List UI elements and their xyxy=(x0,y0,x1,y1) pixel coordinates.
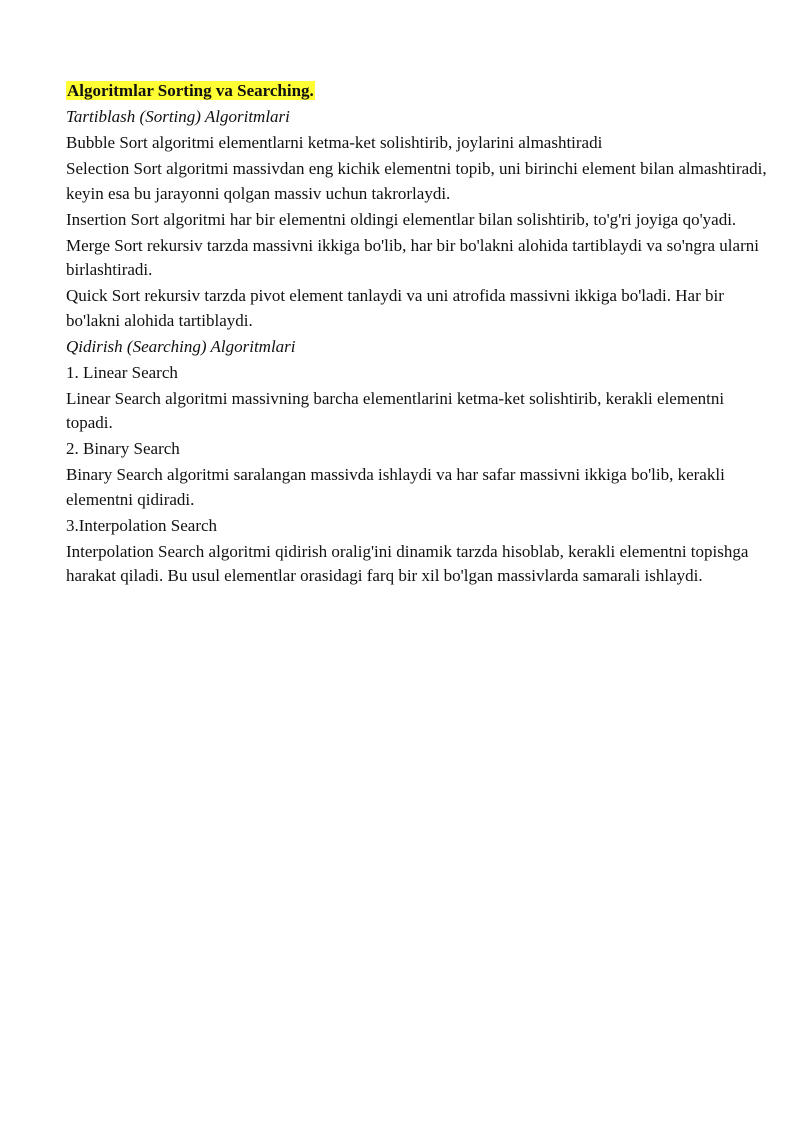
insertion-sort-paragraph: Insertion Sort algoritmi har bir elementni oldingi elementlar bilan solishtirib, to'g'ri joyiga qo'yadi. xyxy=(66,209,737,229)
binary-search-heading: 2. Binary Search xyxy=(66,439,180,458)
interpolation-search-paragraph: Interpolation Search algoritmi qidirish oralig'ini dinamik tarzda hisoblab, kerakli elementni topishga harakat qiladi. Bu usul elementlar orasidagi farq bir xil bo'lgan massivlarda samarali ishlaydi. xyxy=(66,541,749,585)
selection-sort-paragraph: Selection Sort algoritmi massivdan eng kichik elementni topib, uni birinchi element bilan almashtiradi, keyin esa bu jarayonni qolgan massiv uchun takrorlaydi. xyxy=(66,159,767,203)
quick-sort-paragraph: Quick Sort rekursiv tarzda pivot element tanlaydi va uni atrofida massivni ikkiga bo'ladi. Har bir bo'lakni alohida tartiblaydi. xyxy=(66,286,724,330)
document-page xyxy=(66,79,772,590)
document-title-highlight: Algoritmlar Sorting va Searching. xyxy=(67,81,314,100)
bubble-sort-paragraph: Bubble Sort algoritmi elementlarni ketma-ket solishtirib, joylarini almashtiradi xyxy=(66,133,603,152)
linear-search-heading: 1. Linear Search xyxy=(66,362,178,382)
searching-heading: Qidirish (Searching) Algoritmlari xyxy=(66,336,296,356)
sorting-heading: Tartiblash (Sorting) Algoritmlari xyxy=(66,107,290,126)
linear-search-paragraph: Linear Search algoritmi massivning barcha elementlarini ketma-ket solishtirib, kerakli elementni topadi. xyxy=(66,388,725,432)
interpolation-search-heading: 3.Interpolation Search xyxy=(66,515,218,535)
merge-sort-paragraph: Merge Sort rekursiv tarzda massivni ikkiga bo'lib, har bir bo'lakni alohida tartiblaydi va so'ngra ularni birlashtiradi. xyxy=(66,235,759,279)
binary-search-paragraph: Binary Search algoritmi saralangan massivda ishlaydi va har safar massivni ikkiga bo'lib, kerakli elementni qidiradi. xyxy=(66,465,725,509)
document-title xyxy=(66,79,772,104)
